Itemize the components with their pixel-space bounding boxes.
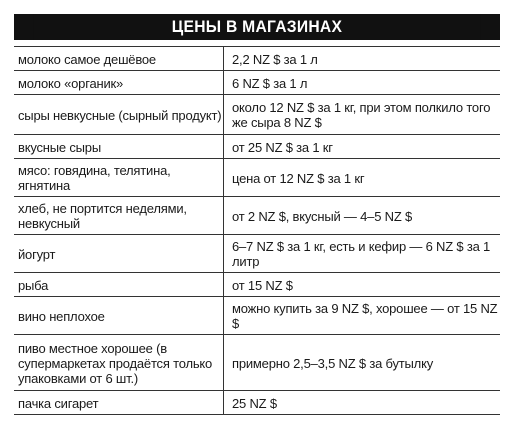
- item-cell: [14, 335, 224, 390]
- table-row: [14, 391, 500, 415]
- item-cell: [14, 47, 224, 70]
- table-row: [14, 335, 500, 391]
- price-label: от 15 NZ $: [232, 277, 293, 293]
- item-label: молоко «органик»: [18, 75, 124, 91]
- item-label: рыба: [18, 277, 49, 293]
- price-cell: [224, 71, 500, 94]
- price-table: [14, 46, 500, 415]
- table-title: ЦЕНЫ В МАГАЗИНАХ: [33, 14, 480, 40]
- price-cell: [224, 335, 500, 390]
- item-cell: [14, 391, 224, 414]
- item-cell: [14, 297, 224, 334]
- price-label: 6–7 NZ $ за 1 кг, есть и кефир — 6 NZ $ за 1 литр: [232, 239, 491, 269]
- table-row: [14, 273, 500, 297]
- price-label: 25 NZ $: [232, 395, 277, 411]
- price-table-container: [14, 14, 500, 415]
- price-cell: [224, 273, 500, 296]
- price-cell: [224, 297, 500, 334]
- table-row: [14, 95, 500, 135]
- table-row: [14, 135, 500, 159]
- item-cell: [14, 95, 224, 134]
- item-cell: [14, 197, 224, 234]
- price-label: 6 NZ $ за 1 л: [232, 75, 308, 91]
- item-label: пиво местное хорошее (в супермаркетах продаётся только упаковками от 6 шт.): [18, 340, 213, 386]
- item-cell: [14, 135, 224, 158]
- item-cell: [14, 71, 224, 94]
- table-row: [14, 197, 500, 235]
- item-label: мясо: говядина, телятина, ягнятина: [18, 163, 171, 193]
- item-label: вино неплохое: [18, 308, 105, 324]
- item-label: хлеб, не портится неделями, невкусный: [18, 201, 187, 231]
- table-row: [14, 159, 500, 197]
- price-label: примерно 2,5–3,5 NZ $ за бутылку: [232, 355, 433, 371]
- item-label: пачка сигарет: [18, 395, 99, 411]
- item-label: сыры невкусные (сырный продукт): [18, 107, 222, 123]
- price-label: цена от 12 NZ $ за 1 кг: [232, 170, 365, 186]
- price-cell: [224, 159, 500, 196]
- table-row: [14, 71, 500, 95]
- price-label: от 25 NZ $ за 1 кг: [232, 139, 333, 155]
- price-cell: [224, 235, 500, 272]
- item-cell: [14, 235, 224, 272]
- item-label: вкусные сыры: [18, 139, 101, 155]
- price-label: 2,2 NZ $ за 1 л: [232, 51, 318, 67]
- item-label: молоко самое дешёвое: [18, 51, 156, 67]
- price-label: от 2 NZ $, вкусный — 4–5 NZ $: [232, 208, 413, 224]
- table-row: [14, 235, 500, 273]
- price-cell: [224, 391, 500, 414]
- price-label: около 12 NZ $ за 1 кг, при этом полкило того же сыра 8 NZ $: [232, 100, 491, 130]
- item-cell: [14, 159, 224, 196]
- item-cell: [14, 273, 224, 296]
- price-cell: [224, 47, 500, 70]
- price-cell: [224, 135, 500, 158]
- price-cell: [224, 197, 500, 234]
- table-row: [14, 297, 500, 335]
- price-label: можно купить за 9 NZ $, хорошее — от 15 NZ $: [232, 301, 498, 331]
- item-label: йогурт: [18, 246, 56, 262]
- price-cell: [224, 95, 500, 134]
- table-row: [14, 47, 500, 71]
- table-header-band: [14, 14, 500, 40]
